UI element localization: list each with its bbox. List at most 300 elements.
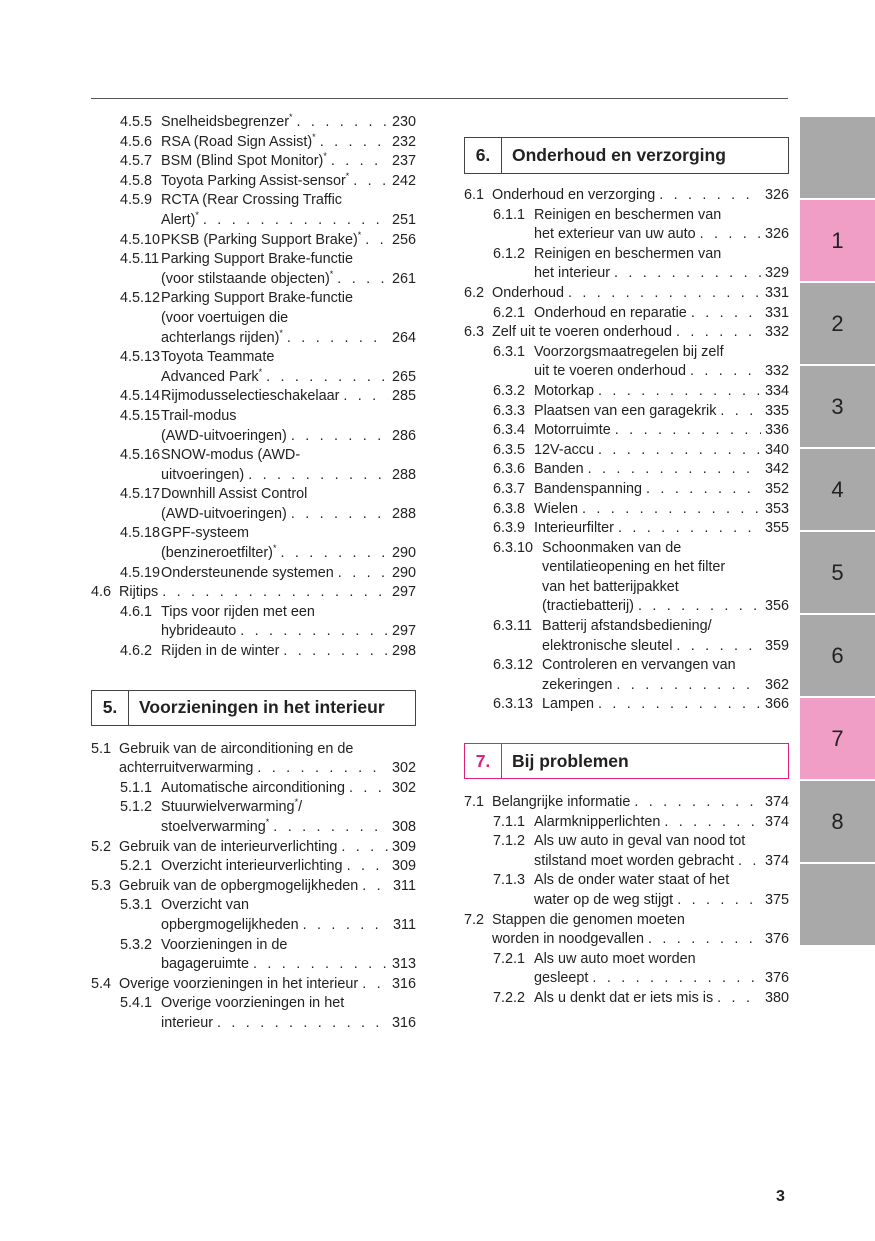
dot-leader	[568, 284, 761, 304]
dot-leader	[303, 916, 389, 936]
toc-entry-title: Tips voor rijden met een	[161, 603, 315, 620]
toc-entry-title: SNOW-modus (AWD-	[161, 447, 301, 464]
dot-leader	[320, 133, 388, 153]
toc-entry-number: 6.3.11	[493, 618, 532, 635]
toc-entry-title: (benzineroetfilter)	[161, 545, 273, 562]
toc-entry-page: 316	[391, 975, 416, 992]
chapter-tab-5[interactable]: 5	[800, 532, 875, 613]
toc-entry-title: ventilatieopening en het filter	[542, 559, 726, 576]
toc-entry-title: Toyota Parking Assist-sensor	[161, 172, 346, 189]
toc-entry-page: 376	[764, 970, 789, 987]
toc-entry-title: Voorzorgsmaatregelen bij zelf	[534, 343, 724, 360]
toc-entry-page: 353	[764, 500, 789, 517]
toc-entry[interactable]	[91, 857, 416, 877]
toc-entry[interactable]	[91, 798, 416, 837]
footnote-marker: *	[312, 131, 316, 142]
toc-entry-number: 5.3.1	[120, 897, 153, 914]
toc-entry-title: interieur	[161, 1014, 213, 1031]
dot-leader	[592, 969, 761, 989]
toc-entry[interactable]	[464, 539, 789, 617]
footnote-marker: *	[279, 327, 283, 338]
toc-entry[interactable]	[91, 250, 416, 289]
toc-entry-title: Downhill Assist Control	[161, 486, 308, 503]
toc-entry-page: 335	[764, 402, 789, 419]
separator: /	[298, 799, 303, 816]
toc-entry-title: (AWD-uitvoeringen)	[161, 427, 287, 444]
toc-entry[interactable]	[91, 348, 416, 387]
toc-entry-title: Rijmodusselectieschakelaar	[161, 388, 340, 405]
toc-entry-page: 261	[391, 270, 416, 287]
toc-entry[interactable]	[464, 343, 789, 382]
toc-left-column	[91, 113, 416, 1034]
toc-entry-title: Controleren en vervangen van	[542, 657, 736, 674]
toc-entry-title: Banden	[534, 461, 584, 478]
toc-entry-page: 288	[391, 466, 416, 483]
dot-leader	[646, 480, 761, 500]
chapter-tab-4[interactable]: 4	[800, 449, 875, 530]
dot-leader	[349, 779, 388, 799]
section-header-5[interactable]	[91, 690, 416, 726]
toc-entry-page: 264	[391, 329, 416, 346]
toc-entry-number: 6.3.5	[493, 441, 526, 458]
toc-entry[interactable]	[464, 950, 789, 989]
toc-entry-title: het interieur	[534, 265, 610, 282]
dot-leader	[338, 564, 388, 584]
toc-entry-title: Ondersteunende systemen	[161, 564, 334, 581]
toc-entry-title: het exterieur van uw auto	[534, 226, 696, 243]
toc-entry-title: Snelheidsbegrenzer	[161, 114, 290, 130]
toc-entry[interactable]	[91, 975, 416, 995]
dot-leader	[162, 583, 388, 603]
toc-entry-page: 331	[764, 304, 789, 321]
dot-leader	[362, 877, 389, 897]
toc-entry-title: achterruitverwarming	[119, 760, 254, 777]
toc-entry-title: Motorkap	[534, 382, 594, 399]
toc-entry-title: RCTA (Rear Crossing Traffic	[161, 192, 342, 209]
dot-leader	[248, 466, 388, 486]
toc-entry-title: 12V-accu	[534, 441, 595, 458]
toc-entry-page: 374	[764, 852, 789, 869]
toc-entry[interactable]	[464, 519, 789, 539]
toc-entry[interactable]	[464, 186, 789, 206]
toc-entry-title: Motorruimte	[534, 422, 611, 439]
toc-entry-number: 4.5.17	[120, 486, 161, 503]
toc-entry-title: Onderhoud	[492, 284, 565, 301]
toc-entry-title: Overige voorzieningen in het interieur	[119, 975, 359, 992]
dot-leader	[240, 622, 388, 642]
toc-entry-title: hybrideauto	[161, 623, 237, 640]
dot-leader	[287, 329, 388, 349]
chapter-tab-1[interactable]: 1	[800, 200, 875, 281]
toc-entry[interactable]	[464, 206, 789, 245]
toc-entry-page: 326	[764, 187, 789, 203]
toc-entry-number: 4.5.8	[120, 172, 153, 189]
toc-entry[interactable]	[464, 617, 789, 656]
dot-leader	[588, 460, 761, 480]
toc-entry-page: 336	[764, 422, 789, 439]
toc-entry-title: Stuurwielverwarming	[161, 799, 295, 816]
dot-leader	[217, 1014, 388, 1034]
toc-list-section-5	[91, 740, 416, 1034]
dot-leader	[343, 387, 388, 407]
dot-leader	[664, 813, 761, 833]
dot-leader	[353, 172, 388, 192]
section-header-7[interactable]	[464, 743, 789, 779]
toc-entry-title: Interieurfilter	[534, 520, 614, 537]
footnote-marker: *	[289, 112, 293, 122]
toc-entry-number: 6.3.6	[493, 461, 526, 478]
toc-entry-title: Reinigen en beschermen van	[534, 206, 722, 223]
toc-entry[interactable]	[464, 832, 789, 871]
toc-entry-number: 6.1.1	[493, 206, 526, 223]
toc-entry-page: 342	[764, 461, 789, 478]
toc-entry-title: elektronische sleutel	[542, 637, 673, 654]
toc-entry-number: 6.1.2	[493, 245, 526, 262]
dot-leader	[297, 113, 388, 133]
toc-entry-number: 7.2.2	[493, 989, 526, 1006]
toc-entry-page: 331	[764, 284, 789, 301]
toc-entry-page: 230	[391, 114, 416, 130]
top-rule	[91, 98, 788, 99]
toc-entry-title: Plaatsen van een garagekrik	[534, 402, 717, 419]
toc-entry-number: 6.3.1	[493, 343, 526, 360]
toc-entry-title: GPF-systeem	[161, 525, 249, 542]
toc-entry[interactable]	[91, 387, 416, 407]
toc-entry[interactable]	[91, 877, 416, 897]
dot-leader	[677, 891, 761, 911]
toc-entry-page: 359	[764, 637, 789, 654]
toc-entry-title: Als uw auto in geval van nood tot	[534, 833, 746, 850]
section-number: 7.	[465, 744, 502, 778]
toc-entry-title: RSA (Road Sign Assist)	[161, 133, 313, 150]
toc-entry-page: 313	[391, 956, 416, 973]
chapter-tab-7[interactable]: 7	[800, 698, 875, 779]
toc-entry-page: 297	[391, 584, 416, 601]
toc-entry-number: 5.4.1	[120, 995, 153, 1012]
dot-leader	[659, 186, 761, 206]
toc-entry[interactable]	[464, 871, 789, 910]
toc-entry-title: Rijden in de winter	[161, 643, 280, 660]
toc-entry[interactable]	[91, 524, 416, 563]
toc-entry[interactable]	[91, 133, 416, 153]
toc-entry-number: 7.2.1	[493, 950, 526, 967]
dot-leader	[331, 152, 388, 172]
dot-leader	[341, 838, 388, 858]
dot-leader	[720, 402, 761, 422]
toc-entry-title: Overige voorzieningen in het	[161, 995, 345, 1012]
toc-entry-title: bagageruimte	[161, 956, 250, 973]
toc-entry-page: 332	[764, 363, 789, 380]
toc-entry[interactable]	[464, 656, 789, 695]
toc-entry[interactable]	[91, 564, 416, 584]
toc-entry[interactable]	[91, 191, 416, 230]
toc-entry[interactable]	[464, 421, 789, 441]
toc-entry-page: 326	[764, 226, 789, 243]
dot-leader	[365, 231, 388, 251]
toc-entry-number: 7.1.1	[493, 813, 526, 830]
toc-entry-title: Als u denkt dat er iets mis is	[534, 989, 714, 1006]
toc-entry[interactable]	[464, 793, 789, 813]
toc-entry-page: 290	[391, 564, 416, 581]
toc-entry[interactable]	[91, 994, 416, 1033]
section-number: 6.	[465, 138, 502, 173]
toc-entry[interactable]	[91, 485, 416, 524]
toc-entry-number: 6.3.2	[493, 382, 526, 399]
toc-entry[interactable]	[91, 172, 416, 192]
chapter-tab-3[interactable]: 3	[800, 366, 875, 447]
dot-leader	[362, 975, 388, 995]
toc-entry-page: 311	[393, 877, 416, 894]
toc-entry-number: 4.5.13	[120, 349, 161, 366]
toc-entry-number: 4.5.15	[120, 407, 161, 424]
toc-entry-number: 6.3.3	[493, 402, 526, 419]
toc-entry-title: Lampen	[542, 696, 595, 713]
toc-entry[interactable]	[91, 113, 416, 133]
toc-entry-number: 5.1	[91, 740, 112, 757]
toc-entry-title: zekeringen	[542, 676, 613, 693]
toc-entry-title: stilstand moet worden gebracht	[534, 852, 734, 869]
toc-entry-number: 5.4	[91, 975, 112, 992]
section-number: 5.	[92, 691, 129, 725]
toc-entry[interactable]	[464, 695, 789, 715]
toc-entry-title: stoelverwarming	[161, 819, 266, 835]
toc-entry-title: Trail-modus	[161, 407, 237, 424]
dot-leader	[615, 421, 761, 441]
dot-leader	[257, 759, 388, 779]
toc-entry-title: Overzicht van	[161, 897, 249, 914]
toc-entry-page: 302	[391, 760, 416, 777]
toc-entry-title: Stappen die genomen moeten	[492, 911, 685, 928]
toc-entry-title: Automatische airconditioning	[161, 779, 345, 796]
footnote-marker: *	[294, 797, 299, 808]
dot-leader	[700, 225, 761, 245]
dot-leader	[648, 930, 761, 950]
dot-leader	[582, 500, 761, 520]
toc-entry-number: 6.3	[464, 324, 485, 341]
footnote-marker: *	[345, 170, 350, 181]
toc-entry[interactable]	[464, 382, 789, 402]
toc-entry-title: PKSB (Parking Support Brake)	[161, 231, 358, 248]
toc-entry-page: 288	[391, 505, 416, 522]
toc-entry-page: 286	[391, 427, 416, 444]
dot-leader	[347, 857, 388, 877]
dot-leader	[614, 264, 761, 284]
toc-entry-page: 265	[391, 368, 416, 385]
dot-leader	[203, 211, 388, 231]
toc-entry[interactable]	[91, 289, 416, 348]
toc-entry-title: uitvoeringen)	[161, 466, 245, 483]
chapter-tabs	[800, 117, 875, 947]
toc-entry-number: 6.2.1	[493, 304, 526, 321]
toc-entry-title: Als uw auto moet worden	[534, 950, 696, 967]
toc-entry[interactable]	[464, 304, 789, 324]
dot-leader	[638, 597, 761, 617]
toc-entry[interactable]	[464, 813, 789, 833]
toc-entry-title: Reinigen en beschermen van	[534, 245, 722, 262]
toc-entry-title: uit te voeren onderhoud	[534, 363, 687, 380]
toc-entry-title: Onderhoud en verzorging	[492, 187, 656, 203]
toc-entry-page: 256	[391, 231, 416, 248]
toc-entry-number: 6.3.9	[493, 520, 526, 537]
dot-leader	[598, 382, 761, 402]
dot-leader	[738, 852, 761, 872]
toc-entry-page: 374	[764, 794, 789, 811]
toc-entry-page: 355	[764, 520, 789, 537]
toc-entry[interactable]	[91, 642, 416, 662]
toc-entry-number: 5.3	[91, 877, 112, 894]
footnote-marker: *	[195, 209, 199, 220]
toc-entry-number: 4.5.18	[120, 525, 161, 542]
toc-entry[interactable]	[91, 740, 416, 779]
dot-leader	[616, 676, 761, 696]
dot-leader	[691, 304, 761, 324]
toc-entry-number: 4.5.11	[120, 251, 159, 268]
dot-leader	[253, 955, 388, 975]
page-number: 3	[776, 1188, 785, 1205]
toc-entry-page: 290	[391, 545, 416, 562]
toc-entry-number: 6.3.10	[493, 539, 534, 556]
toc-entry-title: Parking Support Brake-functie	[161, 251, 353, 268]
toc-entry[interactable]	[91, 603, 416, 642]
toc-entry-number: 5.2.1	[120, 858, 153, 875]
toc-entry-page: 298	[391, 643, 416, 660]
toc-entry-page: 297	[391, 623, 416, 640]
toc-entry[interactable]	[464, 441, 789, 461]
toc-entry-number: 6.3.13	[493, 696, 534, 713]
toc-entry[interactable]	[91, 583, 416, 603]
footnote-marker: *	[329, 268, 334, 279]
toc-entry-number: 6.3.8	[493, 500, 526, 517]
section-header-6[interactable]	[464, 137, 789, 174]
toc-entry[interactable]	[464, 460, 789, 480]
toc-entry-number: 5.3.2	[120, 936, 153, 953]
toc-entry[interactable]	[91, 936, 416, 975]
toc-entry-page: 237	[391, 153, 416, 170]
toc-entry-number: 7.2	[464, 911, 485, 928]
chapter-tab-blank[interactable]	[800, 864, 875, 945]
toc-entry[interactable]	[91, 838, 416, 858]
chapter-tab-blank[interactable]	[800, 117, 875, 198]
toc-entry-number: 5.1.2	[120, 799, 153, 816]
toc-entry-number: 4.5.14	[120, 388, 161, 405]
toc-entry-page: 332	[764, 324, 789, 341]
chapter-tab-8[interactable]: 8	[800, 781, 875, 862]
toc-entry[interactable]	[464, 402, 789, 422]
toc-entry-number: 4.5.12	[120, 290, 161, 307]
toc-entry[interactable]	[91, 896, 416, 935]
toc-entry[interactable]	[91, 152, 416, 172]
toc-entry-page: 251	[391, 211, 416, 228]
toc-entry-page: 374	[764, 813, 789, 830]
dot-leader	[598, 441, 761, 461]
toc-entry-page: 309	[391, 858, 416, 875]
chapter-tab-2[interactable]: 2	[800, 283, 875, 364]
toc-entry-title: Belangrijke informatie	[492, 794, 631, 811]
dot-leader	[676, 323, 761, 343]
toc-entry-title: Onderhoud en reparatie	[534, 304, 687, 321]
toc-entry-page: 242	[391, 172, 416, 189]
toc-entry-title: (voor stilstaande objecten)	[161, 270, 330, 287]
toc-entry-title: gesleept	[534, 970, 589, 987]
toc-entry-title: Alert)	[161, 211, 196, 228]
dot-leader	[690, 362, 761, 382]
toc-entry-page: 316	[391, 1014, 416, 1031]
toc-entry-page: 352	[764, 480, 789, 497]
toc-entry-number: 7.1	[464, 794, 485, 811]
toc-entry-title: opbergmogelijkheden	[161, 916, 299, 933]
toc-entry-title: Voorzieningen in de	[161, 936, 288, 953]
toc-entry-number: 4.5.9	[120, 192, 153, 209]
section-title: Bij problemen	[512, 750, 629, 771]
toc-entry-number: 4.5.16	[120, 447, 161, 464]
toc-entry-page: 356	[764, 598, 789, 615]
toc-entry-page: 285	[391, 388, 416, 405]
footnote-marker: *	[272, 543, 277, 554]
footnote-marker: *	[323, 151, 327, 162]
toc-entry-number: 6.3.12	[493, 657, 534, 674]
toc-entry-title: Bandenspanning	[534, 480, 643, 497]
toc-entry-number: 6.1	[464, 187, 485, 203]
toc-entry-number: 4.5.6	[120, 133, 153, 150]
toc-entry[interactable]	[464, 911, 789, 950]
toc-entry-title: BSM (Blind Spot Monitor)	[161, 153, 324, 170]
toc-entry-title: Parking Support Brake-functie	[161, 290, 353, 307]
toc-entry[interactable]	[91, 779, 416, 799]
toc-entry-title: (voor voertuigen die	[161, 309, 289, 326]
toc-entry-page: 329	[764, 265, 789, 282]
toc-entry[interactable]	[464, 284, 789, 304]
toc-entry-number: 4.5.7	[120, 153, 153, 170]
toc-entry[interactable]	[464, 989, 789, 1009]
toc-entry-title: Alarmknipperlichten	[534, 813, 661, 830]
toc-entry-title: Gebruik van de opbergmogelijkheden	[119, 877, 359, 894]
dot-leader	[266, 368, 388, 388]
toc-entry-number: 4.5.10	[120, 231, 161, 248]
toc-entry-number: 5.2	[91, 838, 112, 855]
toc-entry-title: (AWD-uitvoeringen)	[161, 505, 287, 522]
toc-entry-number: 6.2	[464, 284, 485, 301]
toc-entry[interactable]	[91, 407, 416, 446]
toc-entry-title: Als de onder water staat of het	[534, 872, 730, 889]
toc-list-section-4	[91, 113, 416, 662]
dot-leader	[273, 818, 388, 838]
dot-leader	[337, 270, 388, 290]
toc-entry-number: 5.1.1	[120, 779, 153, 796]
toc-entry[interactable]	[464, 480, 789, 500]
toc-entry[interactable]	[464, 323, 789, 343]
toc-entry-number: 6.3.4	[493, 422, 526, 439]
dot-leader	[676, 637, 761, 657]
toc-entry[interactable]	[464, 500, 789, 520]
chapter-tab-6[interactable]: 6	[800, 615, 875, 696]
toc-entry-title: achterlangs rijden)	[161, 329, 280, 346]
toc-entry-title: van het batterijpakket	[542, 578, 679, 595]
toc-entry-page: 302	[391, 779, 416, 796]
toc-entry[interactable]	[464, 245, 789, 284]
section-title: Onderhoud en verzorging	[512, 145, 726, 165]
dot-leader	[291, 427, 388, 447]
footnote-marker: *	[265, 817, 270, 827]
toc-entry-page: 380	[764, 989, 789, 1006]
toc-entry[interactable]	[91, 446, 416, 485]
toc-entry-page: 362	[764, 676, 789, 693]
footnote-marker: *	[357, 229, 362, 240]
toc-entry[interactable]	[91, 231, 416, 251]
toc-entry-page: 376	[764, 931, 789, 948]
toc-entry-number: 4.6.1	[120, 603, 153, 620]
toc-entry-page: 308	[391, 819, 416, 835]
toc-entry-title: Gebruik van de airconditioning en de	[119, 740, 354, 757]
